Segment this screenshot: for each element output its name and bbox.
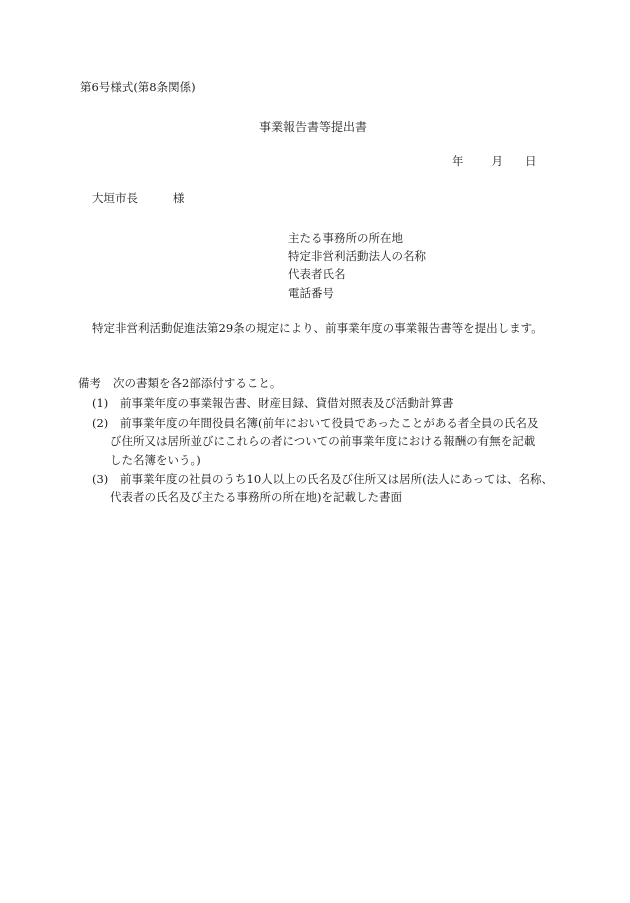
representative-label: 代表者氏名 xyxy=(288,267,346,281)
day-label: 日 xyxy=(525,154,537,168)
corp-name-label: 特定非営利活動法人の名称 xyxy=(288,249,426,263)
item-number: (3) xyxy=(92,472,109,486)
addressee xyxy=(92,193,185,205)
month-label: 月 xyxy=(491,154,503,168)
item-text-continuation: 代表者の氏名及び主たる事務所の所在地)を記載した書面 xyxy=(110,490,402,504)
item-text-continuation: した名簿をいう。) xyxy=(110,453,201,467)
phone-label: 電話番号 xyxy=(288,286,334,300)
remarks-instruction: 次の書類を各2部添付すること。 xyxy=(113,376,282,390)
addressee-honorific: 様 xyxy=(173,191,185,205)
form-number: 第6号様式(第8条関係) xyxy=(80,80,196,94)
item-text: 前事業年度の社員のうち10人以上の氏名及び住所又は居所(法人にあっては、名称、 xyxy=(120,472,554,486)
remarks-item-3 xyxy=(92,474,553,486)
item-text-continuation: び住所又は居所並びにこれらの者についての前事業年度における報酬の有無を記載 xyxy=(110,434,536,448)
date-row xyxy=(452,156,537,168)
address-label: 主たる事務所の所在地 xyxy=(288,231,403,245)
item-number: (2) xyxy=(92,416,109,430)
remarks-label: 備考 xyxy=(78,376,101,390)
year-label: 年 xyxy=(452,154,464,168)
addressee-name: 大垣市長 xyxy=(92,191,138,205)
document-title: 事業報告書等提出書 xyxy=(259,120,368,134)
remarks-item-2 xyxy=(92,418,538,430)
item-text: 前事業年度の年間役員名簿(前年において役員であったことがある者全員の氏名及 xyxy=(120,416,539,430)
item-number: (1) xyxy=(92,396,109,410)
item-text: 前事業年度の事業報告書、財産目録、貸借対照表及び活動計算書 xyxy=(120,396,454,410)
remarks-item-1 xyxy=(92,398,454,410)
body-text: 特定非営利活動促進法第29条の規定により、前事業年度の事業報告書等を提出します。 xyxy=(92,321,543,335)
remarks-heading xyxy=(78,378,281,390)
